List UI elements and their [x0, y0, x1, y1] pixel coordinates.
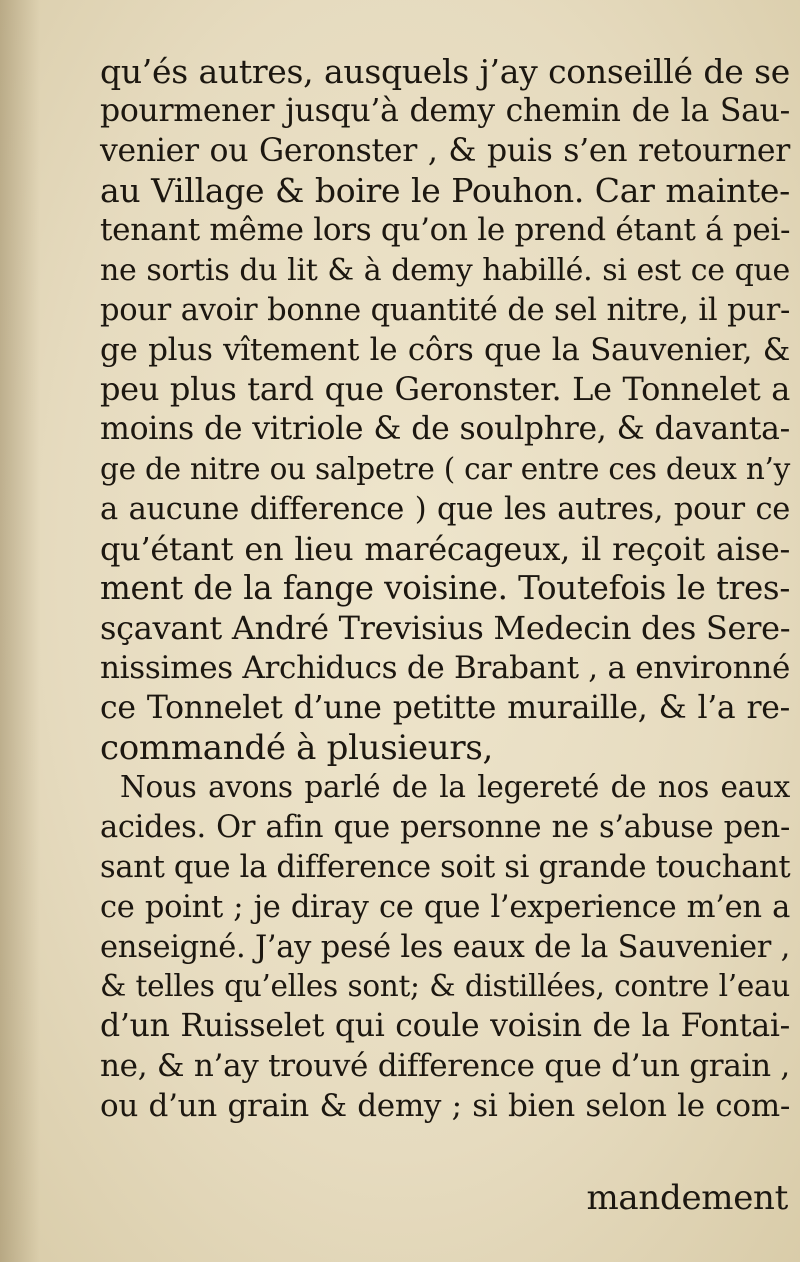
text-line: peu plus tard que Geronster. Le Tonnelet a — [100, 370, 790, 409]
text-line: commandé à plusieurs, — [100, 727, 494, 768]
text-line: moins de vitriole & de soulphre, & davanta- — [100, 411, 790, 448]
text-line: tenant même lors qu’on le prend étant á pei- — [100, 212, 791, 249]
text-line: ne sortis du lit & à demy habillé. si est ce que — [100, 252, 790, 288]
text-line: ment de la fange voisine. Toutefois le tres- — [100, 569, 790, 608]
text-line: ge plus vîtement le côrs que la Sauvenier, & — [100, 331, 790, 368]
text-line: venier ou Geronster , & puis s’en retourner — [100, 132, 790, 169]
text-line: ce Tonnelet d’une petitte muraille, & l’a re- — [100, 689, 790, 726]
text-line: enseigné. J’ay pesé les eaux de la Sauvenier , — [100, 929, 790, 965]
text-line: pour avoir bonne quantité de sel nitre, il pur- — [100, 292, 790, 328]
text-line: ou d’un grain & demy ; si bien selon le com- — [100, 1087, 790, 1124]
text-line: ge de nitre ou salpetre ( car entre ces deux n’y — [100, 451, 790, 486]
paragraph-start-line: Nous avons parlé de la legereté de nos eaux — [120, 770, 790, 805]
text-line: qu’és autres, ausquels j’ay conseillé de se — [100, 52, 790, 91]
text-line: acides. Or afin que personne ne s’abuse pen- — [100, 810, 790, 846]
text-line: sçavant André Trevisius Medecin des Sere- — [100, 609, 791, 648]
page-gutter-shadow — [0, 0, 40, 1262]
text-line: a aucune difference ) que les autres, pour ce — [100, 491, 790, 527]
text-line: ce point ; je diray ce que l’experience m’en a — [100, 889, 790, 925]
catchword: mandement — [586, 1178, 788, 1218]
text-line: au Village & boire le Pouhon. Car mainte- — [100, 171, 790, 211]
text-line: pourmener jusqu’à demy chemin de la Sau- — [100, 92, 790, 129]
text-line: d’un Ruisselet qui coule voisin de la Fontai- — [100, 1008, 790, 1045]
text-line: ne, & n’ay trouvé difference que d’un grain , — [100, 1047, 790, 1084]
text-line: nissimes Archiducs de Brabant , a environné — [100, 649, 790, 686]
body-text — [100, 52, 790, 1127]
text-line: & telles qu’elles sont; & distillées, contre l’eau — [100, 969, 790, 1004]
text-line: qu’étant en lieu marécageux, il reçoit aise- — [100, 529, 790, 568]
text-line: sant que la difference soit si grande touchant — [100, 849, 791, 885]
